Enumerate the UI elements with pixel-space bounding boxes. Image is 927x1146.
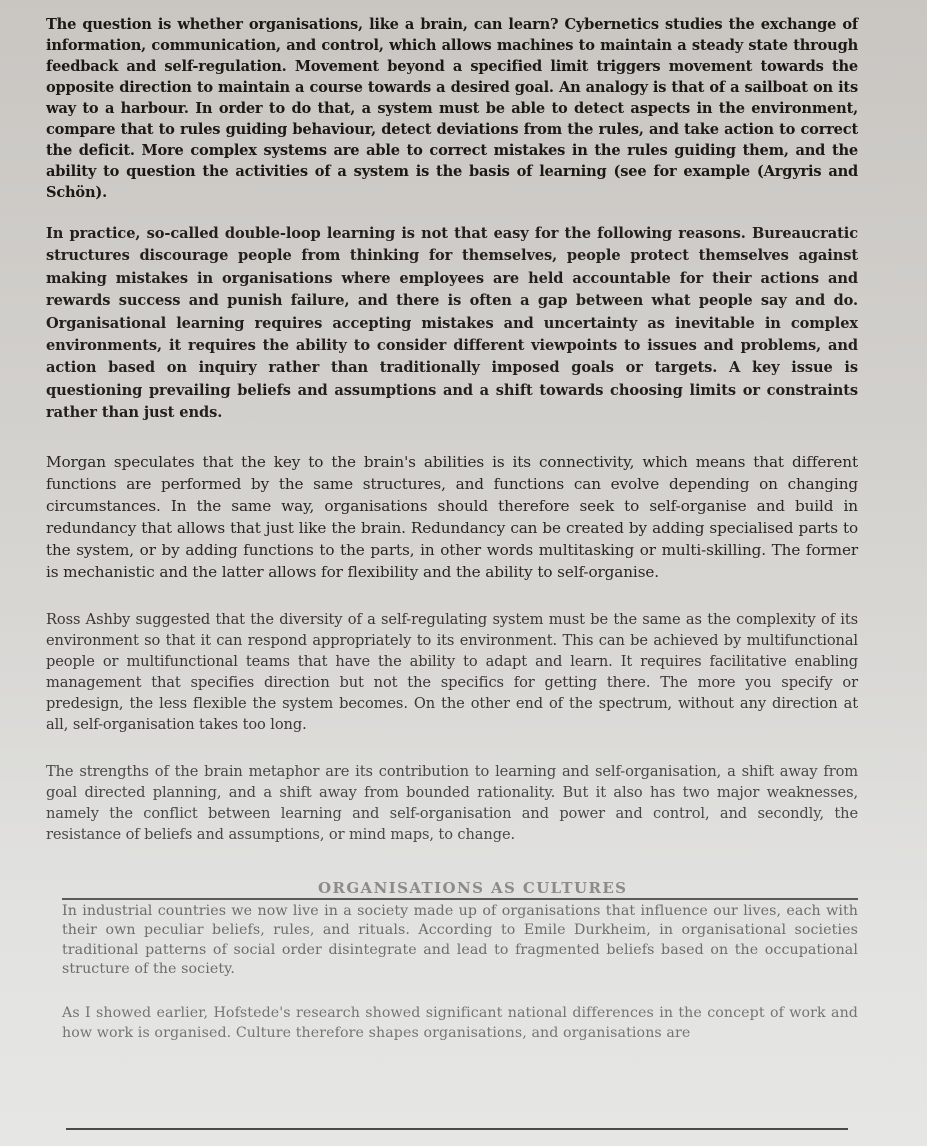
paragraph-brain-metaphor-strengths: The strengths of the brain metaphor are its contribution to learning and self-organisation, a shift away from goal directed planning, and a shift away from bounded rationality. But it also has two major weaknesses, namely the conflict between learning and self-organisation and power and control, and secondly, the resistance of beliefs and assumptions, or mind maps, to change. xyxy=(46,762,858,843)
document-page xyxy=(46,14,858,1043)
paragraph-ross-ashby: Ross Ashby suggested that the diversity of a self-regulating system must be the same as the complexity of its environment so that it can respond appropriately to its environment. This can be achieved by multifunctional people or multifunctional teams that have the ability to adapt and learn. It requires facilitative enabling management that specifies direction but not the specifics for getting there. The more you specify or predesign, the less flexible the system becomes. On the other end of the spectrum, without any direction at all, self-organisation takes too long. xyxy=(46,610,858,733)
paragraph-industrial-countries: In industrial countries we now live in a society made up of organisations that influence our lives, each with their own peculiar beliefs, rules, and rituals. According to Emile Durkheim, in organisational societies traditional patterns of social order disintegrate and lead to fragmented beliefs based on the occupational structure of the society. xyxy=(62,902,858,978)
paragraph-connectivity: Morgan speculates that the key to the brain's abilities is its connectivity, which means that different functions are performed by the same structures, and functions can evolve depending on changing circumstances. In the same way, organisations should therefore seek to self-organise and build in redundancy that allows that just like the brain. Redundancy can be created by adding specialised parts to the system, or by adding functions to the parts, in other words multitasking or multi-skilling. The former is mechanistic and the latter allows for flexibility and the ability to self-organise. xyxy=(46,452,858,581)
section-heading: ORGANISATIONS AS CULTURES xyxy=(318,878,628,897)
paragraph-double-loop-learning: In practice, so-called double-loop learning is not that easy for the following reasons. Bureaucratic structures discourage people from thinking for themselves, people protect themselves against making mistakes in organisations where employees are held accountable for their actions and rewards success and punish failure, and there is often a gap between what people say and do. Organisational learning requires accepting mistakes and uncertainty as inevitable in complex environments, it requires the ability to consider different viewpoints to issues and problems, and action based on inquiry rather than traditionally imposed goals or targets. A key issue is questioning prevailing beliefs and assumptions and a shift towards choosing limits or constraints rather than just ends. xyxy=(46,225,858,422)
heading-divider xyxy=(62,898,858,900)
paragraph-cybernetics: The question is whether organisations, like a brain, can learn? Cybernetics studies the exchange of information, communication, and control, which allows machines to maintain a steady state through feedback and self-regulation. Movement beyond a specified limit triggers movement towards the opposite direction to maintain a course towards a desired goal. An analogy is that of a sailboat on its way to a harbour. In order to do that, a system must be able to detect aspects in the environment, compare that to rules guiding behaviour, detect deviations from the rules, and take action to correct the deficit. More complex systems are able to correct mistakes in the rules guiding them, and the ability to question the activities of a system is the basis of learning (see for example (Argyris and Schön). xyxy=(46,16,858,201)
paragraph-hofstede: As I showed earlier, Hofstede's research showed significant national differences in the concept of work and how work is organised. Culture therefore shapes organisations, and organisations are xyxy=(62,1005,858,1041)
page-bottom-divider xyxy=(66,1128,848,1130)
